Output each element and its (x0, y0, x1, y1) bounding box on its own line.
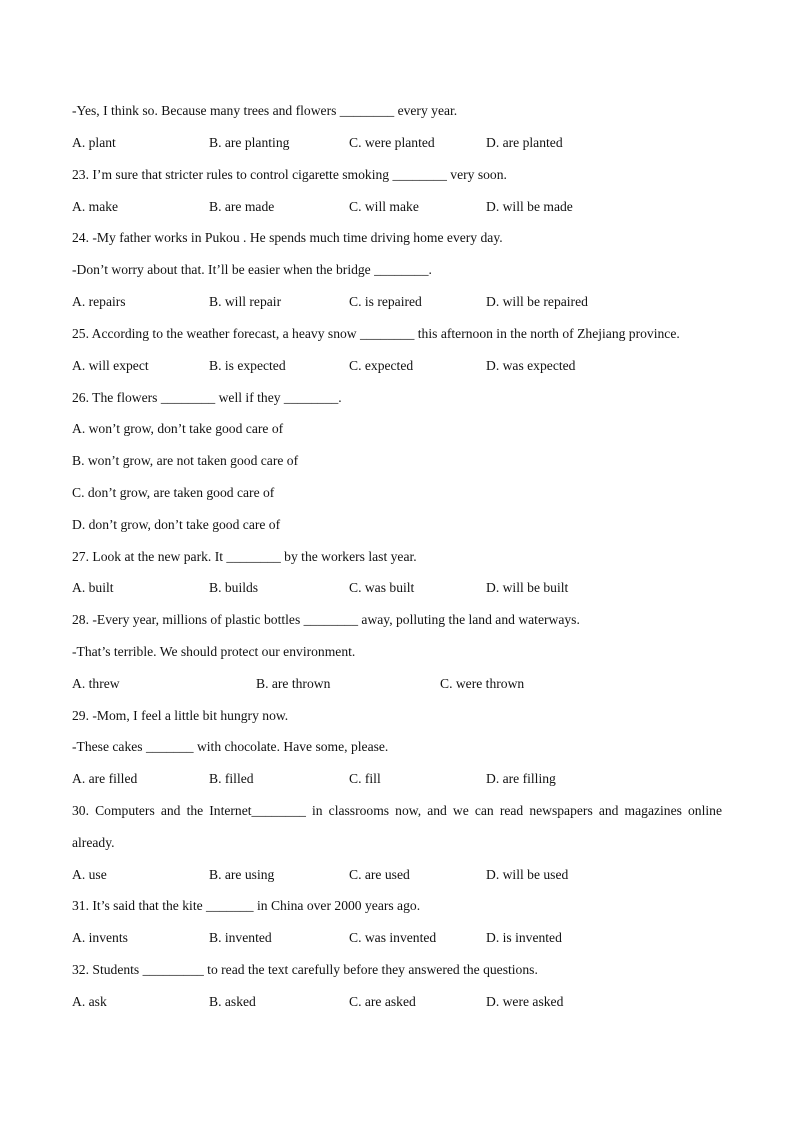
option-b: B. are thrown (256, 676, 331, 691)
question-24-options (72, 293, 722, 311)
question-22-continuation: -Yes, I think so. Because many trees and flowers ________ every year. (72, 103, 458, 118)
option-d: D. was expected (486, 358, 576, 373)
option-d: D. will be used (486, 867, 569, 882)
option-a: A. plant (72, 135, 116, 150)
question-22-options (72, 134, 722, 152)
option-b: B. is expected (209, 358, 286, 373)
option-a: A. invents (72, 930, 128, 945)
option-c: C. will make (349, 199, 419, 214)
option-d: D. are planted (486, 135, 563, 150)
option-a: A. are filled (72, 771, 138, 786)
option-a: A. use (72, 867, 107, 882)
option-d: D. will be made (486, 199, 573, 214)
question-25: 25. According to the weather forecast, a heavy snow ________ this afternoon in the north of Zhejiang province. (72, 326, 680, 341)
option-a: A. will expect (72, 358, 149, 373)
option-c: C. fill (349, 771, 381, 786)
question-26-option-a: A. won’t grow, don’t take good care of (72, 421, 284, 436)
option-b: B. invented (209, 930, 272, 945)
option-c: C. is repaired (349, 294, 422, 309)
option-c: C. was invented (349, 930, 437, 945)
option-c: C. are asked (349, 994, 416, 1009)
question-26-option-c: C. don’t grow, are taken good care of (72, 485, 275, 500)
option-b: B. builds (209, 580, 259, 595)
option-b: B. asked (209, 994, 256, 1009)
question-23: 23. I’m sure that stricter rules to control cigarette smoking ________ very soon. (72, 167, 507, 182)
option-d: D. will be built (486, 580, 569, 595)
question-26-option-d: D. don’t grow, don’t take good care of (72, 517, 281, 532)
option-c: C. were planted (349, 135, 435, 150)
question-30: 30. Computers and the Internet________ in classrooms now, and we can read newspapers and magazines online (72, 803, 722, 818)
question-29-options (72, 770, 722, 788)
option-b: B. are planting (209, 135, 290, 150)
option-d: D. were asked (486, 994, 564, 1009)
question-24: 24. -My father works in Pukou . He spends much time driving home every day. (72, 230, 503, 245)
question-26-option-b: B. won’t grow, are not taken good care of (72, 453, 299, 468)
question-28-options (72, 675, 722, 693)
question-26: 26. The flowers ________ well if they ________. (72, 390, 342, 405)
question-31: 31. It’s said that the kite _______ in China over 2000 years ago. (72, 898, 421, 913)
option-d: D. will be repaired (486, 294, 588, 309)
question-25-options (72, 357, 722, 375)
question-29: 29. -Mom, I feel a little bit hungry now. (72, 708, 289, 723)
option-b: B. are using (209, 867, 275, 882)
question-27: 27. Look at the new park. It ________ by the workers last year. (72, 549, 417, 564)
option-c: C. are used (349, 867, 410, 882)
question-31-options (72, 929, 722, 947)
question-30-options (72, 866, 722, 884)
option-d: D. is invented (486, 930, 562, 945)
option-a: A. built (72, 580, 114, 595)
question-30-continuation: already. (72, 835, 115, 850)
option-c: C. were thrown (440, 676, 525, 691)
question-32-options (72, 993, 722, 1011)
option-b: B. are made (209, 199, 275, 214)
option-c: C. expected (349, 358, 414, 373)
question-27-options (72, 579, 722, 597)
option-a: A. ask (72, 994, 107, 1009)
option-a: A. make (72, 199, 119, 214)
option-a: A. threw (72, 676, 120, 691)
option-c: C. was built (349, 580, 415, 595)
question-23-options (72, 198, 722, 216)
option-b: B. will repair (209, 294, 282, 309)
option-b: B. filled (209, 771, 254, 786)
question-28-reply: -That’s terrible. We should protect our environment. (72, 644, 356, 659)
question-24-reply: -Don’t worry about that. It’ll be easier when the bridge ________. (72, 262, 432, 277)
question-28: 28. -Every year, millions of plastic bottles ________ away, polluting the land and waterways. (72, 612, 580, 627)
option-a: A. repairs (72, 294, 126, 309)
question-29-reply: -These cakes _______ with chocolate. Have some, please. (72, 739, 389, 754)
question-32: 32. Students _________ to read the text carefully before they answered the questions. (72, 962, 538, 977)
option-d: D. are filling (486, 771, 556, 786)
